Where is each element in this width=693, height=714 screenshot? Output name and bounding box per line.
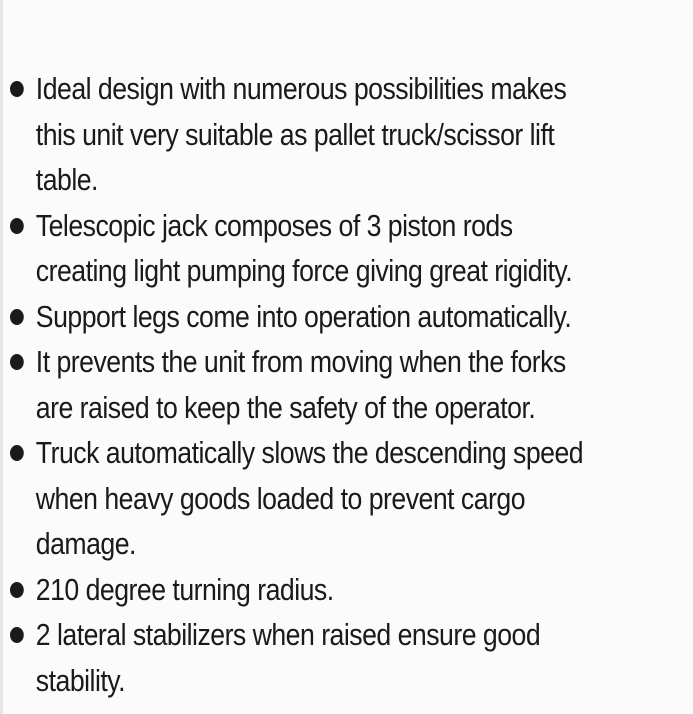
bullet-icon — [10, 309, 24, 325]
feature-item — [10, 294, 689, 340]
feature-item — [10, 430, 689, 567]
feature-text-line: Telescopic jack composes of 3 piston rods — [35, 207, 513, 243]
bullet-icon — [10, 354, 24, 370]
feature-item — [10, 66, 689, 203]
feature-text-line: damage. — [35, 526, 136, 561]
page-edge — [0, 0, 3, 714]
feature-item — [10, 612, 689, 703]
feature-text-line: Truck automatically slows the descending speed — [35, 435, 584, 470]
feature-item — [10, 203, 689, 294]
feature-text-line: creating light pumping force giving great rigidity. — [35, 253, 573, 288]
feature-text-line: table. — [35, 162, 98, 197]
bullet-icon — [10, 218, 24, 234]
feature-text-line: Ideal design with numerous possibilities makes — [35, 71, 567, 106]
feature-text-line: this unit very suitable as pallet truck/scissor lift — [35, 116, 555, 152]
feature-list — [10, 66, 693, 703]
bullet-icon — [10, 81, 24, 97]
feature-item — [10, 567, 689, 613]
bullet-icon — [10, 445, 24, 461]
feature-item — [10, 339, 689, 430]
feature-text-line: Support legs come into operation automatically. — [35, 298, 572, 334]
feature-text-line: 210 degree turning radius. — [35, 571, 334, 607]
bullet-icon — [10, 627, 24, 643]
bullet-icon — [10, 582, 24, 598]
feature-text-line: 2 lateral stabilizers when raised ensure good — [35, 617, 541, 652]
feature-text-line: It prevents the unit from moving when the forks — [35, 344, 566, 379]
feature-text-line: stability. — [35, 662, 125, 698]
feature-text-line: are raised to keep the safety of the operator. — [35, 389, 536, 425]
feature-text-line: when heavy goods loaded to prevent cargo — [35, 480, 526, 516]
